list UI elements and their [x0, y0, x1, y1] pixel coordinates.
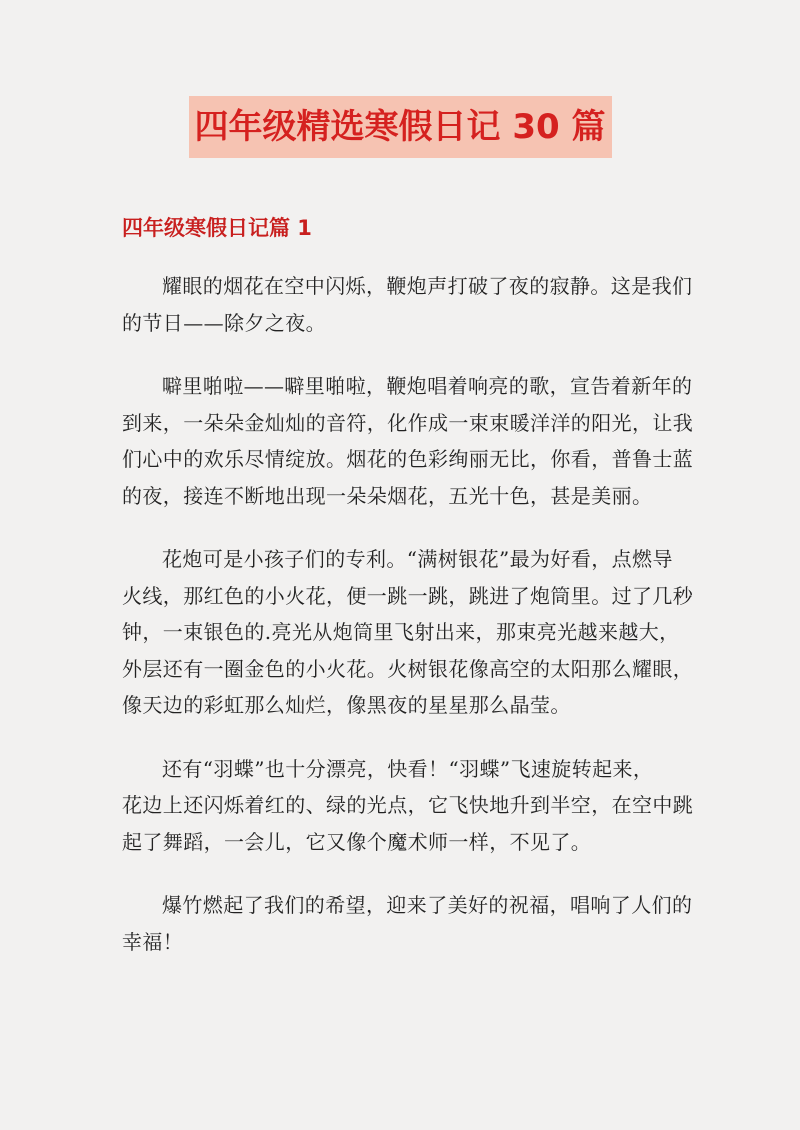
section-heading: 四年级寒假日记篇 1 — [122, 216, 312, 240]
text-line: 花炮可是小孩子们的专利。“满树银花”最为好看，点燃导 — [162, 547, 673, 571]
text-line: 到来，一朵朵金灿灿的音符，化作成一束束暖洋洋的阳光，让我 — [122, 410, 694, 435]
text-line: 还有“羽蝶”也十分漂亮，快看！“羽蝶”飞速旋转起来， — [162, 756, 654, 781]
text-line: 像天边的彩虹那么灿烂，像黑夜的星星那么晶莹。 — [122, 693, 571, 717]
text-line: 钟，一束银色的.亮光从炮筒里飞射出来，那束亮光越来越大， — [122, 620, 680, 644]
paragraph — [122, 368, 694, 514]
text-line: 起了舞蹈，一会儿，它又像个魔术师一样，不见了。 — [122, 829, 592, 854]
text-line: 的节日——除夕之夜。 — [122, 310, 326, 335]
paragraph — [122, 887, 693, 960]
text-line: 花边上还闪烁着红的、绿的光点，它飞快地升到半空，在空中跳 — [122, 793, 694, 817]
paragraph — [122, 541, 694, 724]
text-line: 的夜，接连不断地出现一朵朵烟花，五光十色，甚是美丽。 — [122, 483, 653, 508]
text-line: 火线，那红色的小火花，便一跳一跳，跳进了炮筒里。过了几秒 — [122, 583, 694, 608]
title-container — [0, 0, 800, 158]
diary-body — [122, 268, 694, 987]
text-line: 幸福！ — [122, 929, 184, 954]
paragraph — [122, 751, 694, 861]
document-title: 四年级精选寒假日记 30 篇 — [189, 96, 612, 158]
text-line: 耀眼的烟花在空中闪烁，鞭炮声打破了夜的寂静。这是我们 — [162, 274, 693, 298]
text-line: 爆竹燃起了我们的希望，迎来了美好的祝福，唱响了人们的 — [162, 893, 693, 917]
text-line: 外层还有一圈金色的小火花。火树银花像高空的太阳那么耀眼， — [122, 656, 694, 681]
paragraph — [122, 268, 693, 341]
text-line: 们心中的欢乐尽情绽放。烟花的色彩绚丽无比，你看，普鲁士蓝 — [122, 447, 694, 471]
text-line: 噼里啪啦——噼里啪啦，鞭炮唱着响亮的歌，宣告着新年的 — [162, 374, 693, 398]
